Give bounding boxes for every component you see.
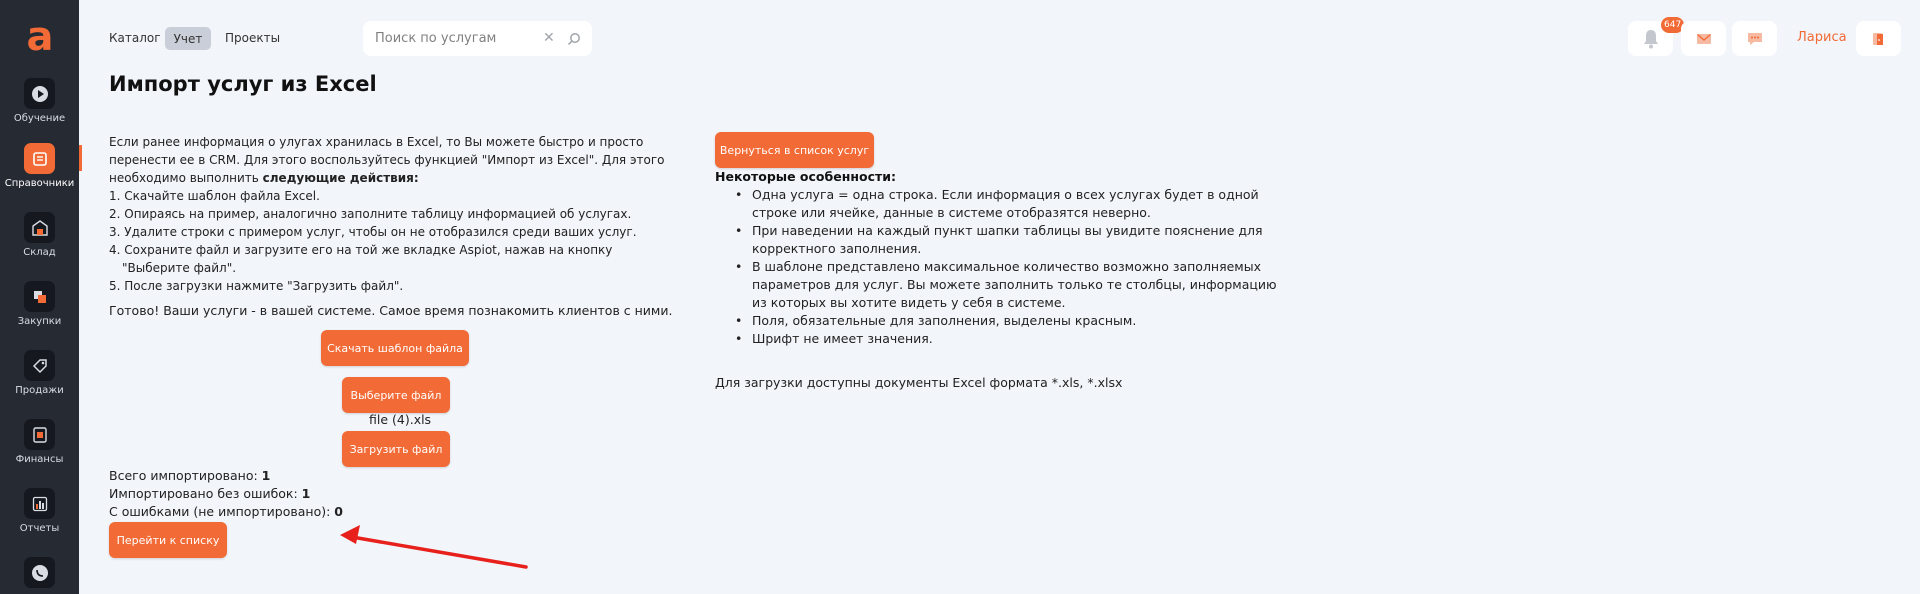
feature-item: • В шаблоне представлено максимальное количество возможно заполняемых параметров для услуг. Вы можете заполнить только те столбцы, информацию из которых вы хотите видеть у себя в системе.: [735, 258, 1295, 312]
sidebar-item-warehouse[interactable]: [0, 212, 79, 272]
sidebar-item-purchases[interactable]: [0, 281, 79, 341]
search-field[interactable]: [363, 21, 592, 56]
intro-line: [109, 169, 669, 187]
chat-icon: [1746, 31, 1764, 47]
features-list: [735, 186, 1295, 348]
nav-catalog[interactable]: Каталог: [109, 31, 161, 45]
intro-line: Если ранее информация о улугах хранилась в Excel, то Вы можете быстро и просто: [109, 135, 644, 149]
sidebar-item-label: Склад: [23, 247, 56, 258]
stat-total: [109, 467, 270, 485]
stat-label: С ошибками (не импортировано):: [109, 504, 335, 519]
nav-projects[interactable]: Проекты: [225, 31, 281, 45]
nav-uchet[interactable]: Учет: [165, 27, 211, 50]
stat-value: 1: [261, 468, 271, 483]
download-template-button[interactable]: Скачать шаблон файла: [321, 330, 469, 366]
stat-value: 1: [301, 486, 311, 501]
annotation-arrow: [330, 520, 530, 572]
step-item: 2. Опираясь на пример, аналогично заполните таблицу информацией об услугах.: [109, 207, 632, 221]
tag-icon: [24, 350, 55, 381]
go-to-list-button[interactable]: Перейти к списку: [109, 522, 227, 558]
instructions-text: [109, 133, 669, 295]
sidebar-item-references[interactable]: [0, 143, 79, 203]
sidebar-item-reports[interactable]: [0, 488, 79, 548]
whatsapp-icon: [24, 557, 55, 588]
sidebar-item-learning[interactable]: [0, 78, 79, 138]
feature-item: • Одна услуга = одна строка. Если информация о всех услугах будет в одной строке или ячейке, данные в системе отобразятся неверно.: [735, 186, 1295, 222]
sidebar-item-label: Продажи: [15, 385, 64, 396]
choose-file-button[interactable]: Выберите файл: [342, 377, 450, 413]
sidebar-item-whatsapp[interactable]: [0, 557, 79, 594]
sidebar-item-sales[interactable]: [0, 350, 79, 410]
logo-letter: a: [26, 14, 54, 60]
warehouse-icon: [24, 212, 55, 243]
arrow-line: [352, 537, 526, 567]
messages-button[interactable]: [1681, 21, 1726, 56]
sidebar-item-label: Справочники: [4, 178, 75, 189]
chart-icon: [24, 488, 55, 519]
bell-icon: [1642, 29, 1660, 49]
done-text: Готово! Ваши услуги - в вашей системе. Самое время познакомить клиентов с ними.: [109, 303, 673, 318]
step-item: 3. Удалите строки с примером услуг, чтобы он не отобразился среди ваших услуг.: [109, 225, 637, 239]
step-item: 4. Сохраните файл и загрузите его на той же вкладке Aspiot, нажав на кнопку "Выберите файл".: [109, 243, 613, 275]
search-icon[interactable]: [567, 31, 581, 50]
upload-file-button[interactable]: Загрузить файл: [342, 431, 450, 467]
sidebar: [0, 0, 79, 594]
sidebar-item-label: Финансы: [15, 454, 64, 465]
stat-errors: [109, 503, 343, 521]
formats-note: Для загрузки доступны документы Excel формата *.xls, *.xlsx: [715, 375, 1123, 390]
feature-item: • Поля, обязательные для заполнения, выделены красным.: [735, 312, 1295, 330]
selected-file-name: file (4).xls: [369, 412, 432, 427]
stat-value: 0: [334, 504, 343, 519]
notifications-count-badge: 647: [1661, 17, 1684, 33]
sidebar-item-finance[interactable]: [0, 419, 79, 479]
feature-item: • При наведении на каждый пункт шапки таблицы вы увидите пояснение для корректного заполнения.: [735, 222, 1295, 258]
user-name[interactable]: Лариса: [1797, 30, 1847, 45]
step-item: 5. После загрузки нажмите "Загрузить файл".: [109, 279, 404, 293]
sidebar-item-label: Отчеты: [19, 523, 60, 534]
chat-button[interactable]: [1732, 21, 1777, 56]
clear-icon[interactable]: ✕: [543, 30, 555, 46]
feature-item: • Шрифт не имеет значения.: [735, 330, 1295, 348]
step-item: 1. Скачайте шаблон файла Excel.: [109, 189, 320, 203]
logout-icon: [1871, 31, 1887, 47]
play-icon: [24, 78, 55, 109]
active-nav-indicator: [79, 145, 82, 171]
back-to-services-button[interactable]: Вернуться в список услуг: [715, 132, 874, 168]
stat-ok: [109, 485, 310, 503]
stat-label: Импортировано без ошибок:: [109, 486, 302, 501]
sidebar-item-label: Обучение: [13, 113, 66, 124]
intro-bold-text: следующие действия:: [262, 171, 419, 185]
intro-text: необходимо выполнить: [109, 171, 263, 185]
features-title: Некоторые особенности:: [715, 169, 896, 184]
arrow-head: [340, 525, 360, 544]
sidebar-item-label: Закупки: [17, 316, 62, 327]
book-icon: [24, 143, 55, 174]
brand-logo[interactable]: [22, 14, 58, 60]
search-input[interactable]: Поиск по услугам: [375, 31, 497, 46]
stat-label: Всего импортировано:: [109, 468, 262, 483]
logout-button[interactable]: [1856, 21, 1901, 56]
page-title: Импорт услуг из Excel: [109, 72, 377, 96]
finance-icon: [24, 419, 55, 450]
mail-icon: [1696, 32, 1712, 46]
purchase-icon: [24, 281, 55, 312]
intro-line: перенести ее в CRM. Для этого воспользуйтесь функцией "Импорт из Excel". Для этого: [109, 153, 665, 167]
